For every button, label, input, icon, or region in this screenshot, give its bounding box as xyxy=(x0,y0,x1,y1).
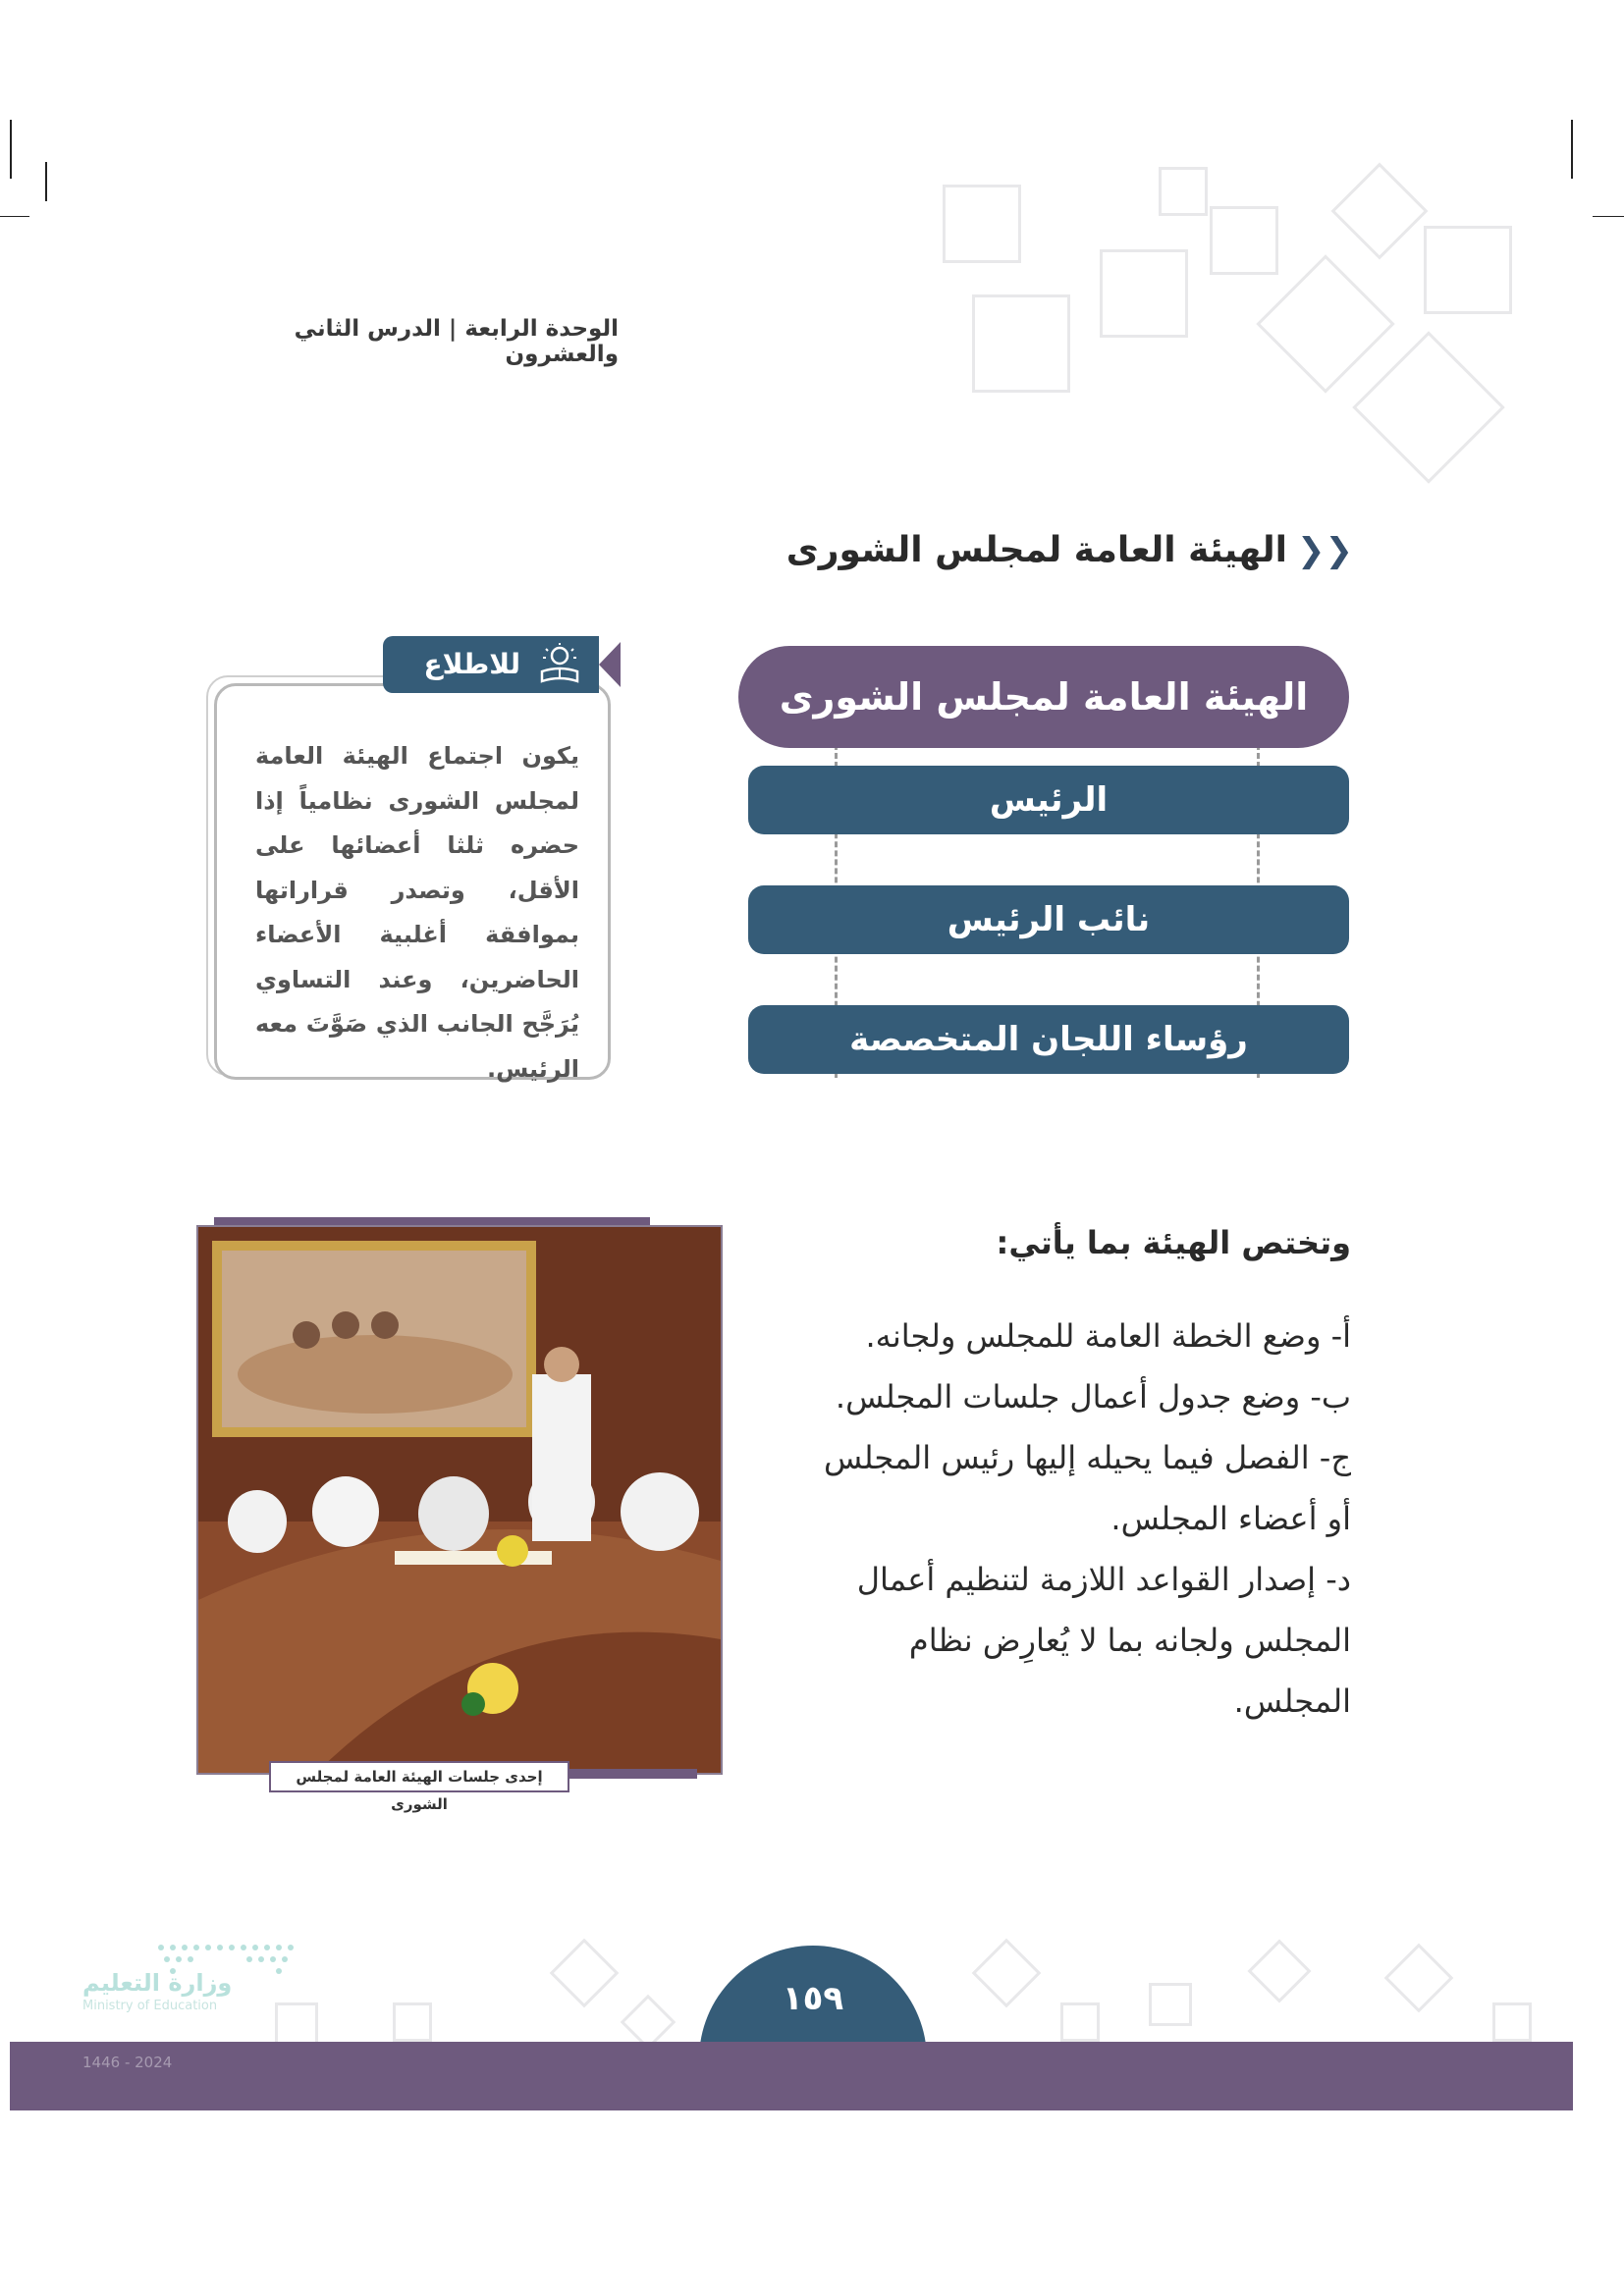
info-box xyxy=(206,636,619,1090)
decorative-square xyxy=(550,1939,620,2008)
list-heading: وتختص الهيئة بما يأتي: xyxy=(996,1224,1351,1261)
ministry-name: وزارة التعليم xyxy=(82,1969,233,1997)
list-item: د- إصدار القواعد اللازمة لتنظيم أعمال المجلس ولجانه بما لا يُعارِض نظام المجلس. xyxy=(856,1561,1351,1720)
decorative-square xyxy=(1060,2002,1100,2042)
running-header xyxy=(187,316,619,367)
decorative-square xyxy=(1384,1944,1454,2013)
page-number: ١٥٩ xyxy=(782,1979,844,2018)
decorative-square xyxy=(943,185,1021,263)
header-separator: | xyxy=(448,316,458,342)
info-tab xyxy=(383,636,599,693)
chart-top-box: الهيئة العامة لمجلس الشورى xyxy=(738,646,1349,748)
decorative-square xyxy=(1100,249,1188,338)
footer-cover xyxy=(0,2110,1624,2296)
decorative-square xyxy=(1352,331,1505,484)
decorative-square xyxy=(1149,1983,1192,2026)
crop-mark xyxy=(10,120,12,179)
tab-arrow xyxy=(599,642,621,687)
list-item: أ- وضع الخطة العامة للمجلس ولجانه. xyxy=(865,1317,1351,1355)
decorative-square xyxy=(972,294,1070,393)
hierarchy-chart xyxy=(738,646,1349,1078)
photo-top-bar xyxy=(214,1217,650,1225)
chart-level-committee-heads: رؤساء اللجان المتخصصة xyxy=(748,1005,1349,1074)
decorative-square xyxy=(972,1939,1042,2008)
meeting-photo xyxy=(196,1225,723,1775)
decorative-square xyxy=(1331,163,1429,260)
section-title xyxy=(764,530,1353,570)
section-title-text: الهيئة العامة لمجلس الشورى xyxy=(785,530,1288,570)
decorative-square xyxy=(1159,167,1208,216)
decorative-square xyxy=(1256,254,1394,393)
double-chevron-icon: ❮❮ xyxy=(1297,531,1353,570)
ministry-logo xyxy=(82,1940,308,2071)
info-text: يكون اجتماع الهيئة العامة لمجلس الشورى نظامياً إذا حضره ثلثا أعضائها على الأقل، وتصدر قراراتها بموافقة أغلبية الأعضاء الحاضرين، وعند التساوي يُرَجَّح الجانب الذي صَوَّتَ معه الرئيس. xyxy=(255,742,579,1083)
crop-mark xyxy=(0,216,29,217)
chart-level-president: الرئيس xyxy=(748,766,1349,834)
decorative-square xyxy=(393,2002,432,2042)
photo-caption: إحدى جلسات الهيئة العامة لمجلس الشورى xyxy=(269,1761,569,1792)
crop-mark xyxy=(1571,120,1573,179)
decorative-square xyxy=(1424,226,1512,314)
edition-year: 2024 - 1446 xyxy=(82,2054,173,2071)
crop-mark xyxy=(45,162,47,201)
decorative-square xyxy=(1210,206,1278,275)
decorative-square xyxy=(1492,2002,1532,2042)
lightbulb-book-icon xyxy=(536,642,583,685)
chart-level-vice-president: نائب الرئيس xyxy=(748,885,1349,954)
duties-list xyxy=(801,1306,1351,1732)
lesson-label: الدرس الثاني والعشرون xyxy=(294,316,619,367)
list-item: ب- وضع جدول أعمال جلسات المجلس. xyxy=(835,1378,1351,1415)
crop-mark xyxy=(1593,216,1624,217)
list-item: ج- الفصل فيما يحيله إليها رئيس المجلس أو أعضاء المجلس. xyxy=(823,1439,1351,1537)
photo-frame xyxy=(196,1217,723,1779)
photo-bottom-bar xyxy=(550,1769,697,1779)
info-tab-label: للاطلاع xyxy=(423,648,520,680)
ministry-subtitle: Ministry of Education xyxy=(82,1999,218,2013)
unit-label: الوحدة الرابعة xyxy=(464,316,619,342)
decorative-square xyxy=(1247,1939,1311,2002)
